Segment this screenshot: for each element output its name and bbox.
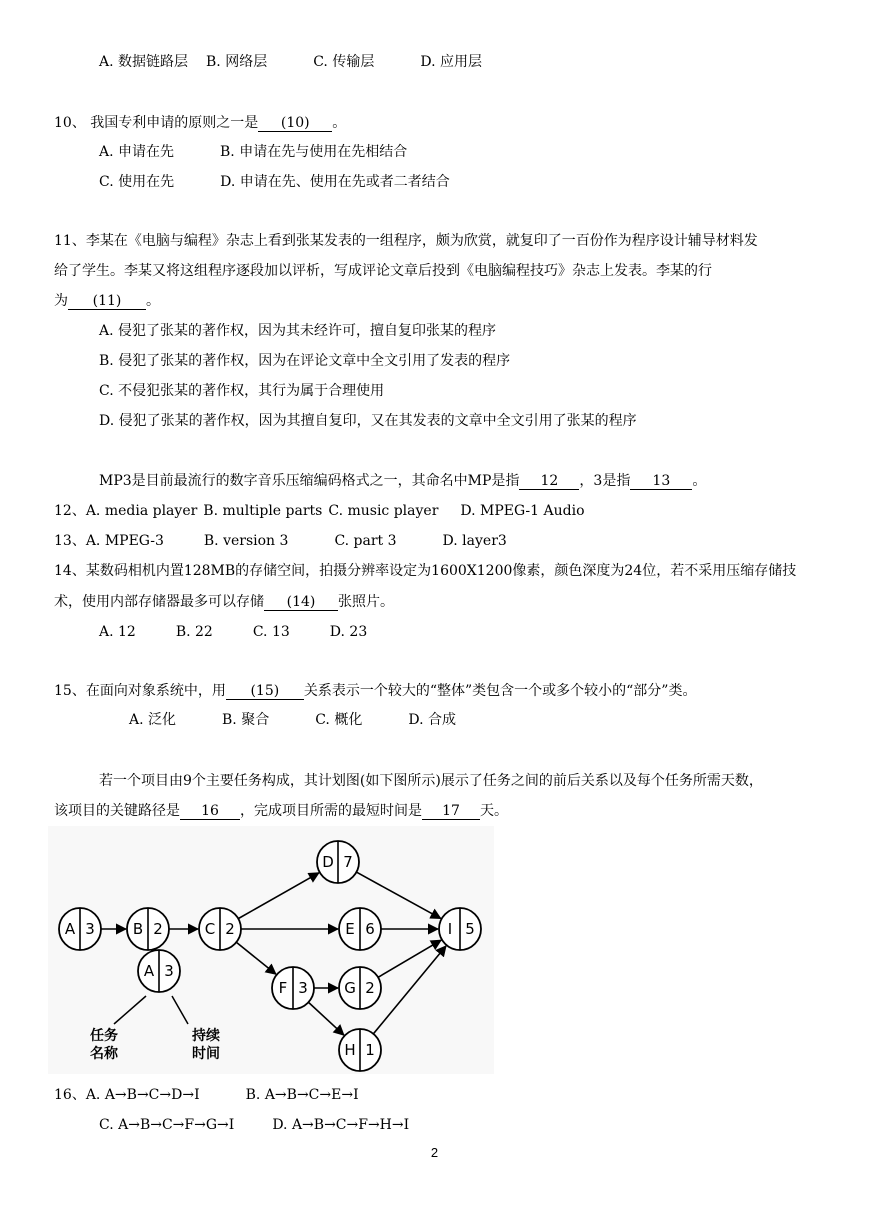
q10-option-d: D. 申请在先、使用在先或者二者结合 xyxy=(220,174,450,190)
q9-option-a: A. 数据链路层 xyxy=(99,54,189,70)
q14-option-d: D. 23 xyxy=(329,624,368,640)
q14-stem-line1: 14、某数码相机内置128MB的存储空间，拍摄分辨率设定为1600X1200像素，颜色深度为24位，若不采用压缩存储技 xyxy=(54,563,797,579)
project-network-diagram xyxy=(48,826,494,1074)
node-e xyxy=(339,908,381,950)
q10-blank: (10) xyxy=(258,116,332,132)
project-stem-line1: 若一个项目由9个主要任务构成，其计划图(如下图所示)展示了任务之间的前后关系以及每个任务所需天数， xyxy=(99,773,763,789)
q10-option-c: C. 使用在先 xyxy=(99,174,175,190)
project-stem-end: 天。 xyxy=(480,803,508,819)
node-c-task-name: C xyxy=(204,920,216,938)
node-i-task-name: I xyxy=(447,920,453,938)
q15-option-c: C. 概化 xyxy=(315,712,363,728)
q15-option-a: A. 泛化 xyxy=(129,712,177,728)
q15-option-b: B. 聚合 xyxy=(222,712,270,728)
node-f-task-name: F xyxy=(278,979,288,997)
q15-stem-end: 关系表示一个较大的“整体”类包含一个或多个较小的“部分”类。 xyxy=(303,683,697,699)
legend-label-duration-line1: 持续 xyxy=(192,1028,220,1044)
q14-stem-text: 术，使用内部存储器最多可以存储 xyxy=(54,594,264,610)
node-f-duration: 3 xyxy=(298,979,308,997)
node-g-duration: 2 xyxy=(365,979,375,997)
q15-options xyxy=(129,711,456,729)
node-b-task-name: B xyxy=(132,920,144,938)
mp3-stem-mid: ，3是指 xyxy=(579,473,631,489)
node-b xyxy=(127,908,169,950)
q16-option-b: B. A→B→C→E→I xyxy=(245,1087,359,1103)
mp3-stem-end: 。 xyxy=(692,473,707,489)
q15-stem xyxy=(54,682,696,700)
q14-option-a: A. 12 xyxy=(99,624,136,640)
q13-blank: 13 xyxy=(630,474,692,490)
node-h-duration: 1 xyxy=(365,1041,375,1059)
q15-stem-text: 15、在面向对象系统中，用 xyxy=(54,683,226,699)
q10-option-b: B. 申请在先与使用在先相结合 xyxy=(220,144,408,160)
mp3-stem-text: MP3是目前最流行的数字音乐压缩编码格式之一，其命名中MP是指 xyxy=(99,473,520,489)
q11-blank: (11) xyxy=(68,294,146,310)
q11-stem-line1: 11、李某在《电脑与编程》杂志上看到张某发表的一组程序，颇为欣赏，就复印了一百份作为程序设计辅导材料发 xyxy=(54,233,758,249)
node-a xyxy=(59,908,101,950)
q9-option-d: D. 应用层 xyxy=(420,54,482,70)
legend-label-duration-line2: 时间 xyxy=(192,1046,220,1062)
node-i xyxy=(439,908,481,950)
q11-option-c: C. 不侵犯张某的著作权，其行为属于合理使用 xyxy=(99,383,385,399)
q11-stem-line2: 给了学生。李某又将这组程序逐段加以评析，写成评论文章后投到《电脑编程技巧》杂志上发表。李某的行 xyxy=(54,263,712,279)
node-f xyxy=(272,967,314,1009)
q14-options xyxy=(99,623,367,641)
node-e-task-name: E xyxy=(345,920,355,938)
mp3-stem xyxy=(99,472,706,490)
node-d xyxy=(317,841,359,883)
q12-option-c: C. music player xyxy=(328,503,439,519)
node-d-task-name: D xyxy=(322,853,334,871)
q11-stem-line3-text: 为 xyxy=(54,293,68,309)
page-number: 2 xyxy=(430,1145,439,1160)
q14-option-b: B. 22 xyxy=(175,624,213,640)
q9-option-c: C. 传输层 xyxy=(313,54,375,70)
legend-label-task-line1: 任务 xyxy=(90,1028,118,1044)
q9-option-b: B. 网络层 xyxy=(206,54,268,70)
q16-option-c: C. A→B→C→F→G→I xyxy=(99,1117,235,1133)
node-g-task-name: G xyxy=(344,979,356,997)
q12-blank: 12 xyxy=(519,474,579,490)
q16-blank: 16 xyxy=(180,804,240,820)
project-stem-line2 xyxy=(54,802,508,820)
node-g xyxy=(339,967,381,1009)
q16-option-d: D. A→B→C→F→H→I xyxy=(272,1117,410,1133)
q14-blank: (14) xyxy=(264,595,338,611)
q17-blank: 17 xyxy=(422,804,480,820)
q10-stem-end: 。 xyxy=(332,115,347,131)
q16-options-row2 xyxy=(99,1116,409,1134)
node-h xyxy=(339,1029,381,1071)
node-e-duration: 6 xyxy=(365,920,375,938)
q14-stem-end: 张照片。 xyxy=(338,594,394,610)
q12-option-d: D. MPEG-1 Audio xyxy=(460,503,585,519)
node-a-duration: 3 xyxy=(85,920,95,938)
q16-option-a: 16、A. A→B→C→D→I xyxy=(54,1087,200,1103)
q11-stem-end: 。 xyxy=(146,293,160,309)
project-stem-mid: ，完成项目所需的最短时间是 xyxy=(240,803,422,819)
q12-options xyxy=(54,502,585,520)
q13-options xyxy=(54,532,507,550)
node-c-duration: 2 xyxy=(225,920,235,938)
q13-option-d: D. layer3 xyxy=(442,533,507,549)
q13-option-c: C. part 3 xyxy=(334,533,397,549)
q10-options-row2 xyxy=(99,173,450,191)
node-b-duration: 2 xyxy=(153,920,163,938)
legend-node-task-name: A xyxy=(143,962,155,980)
node-c xyxy=(199,908,241,950)
project-stem-text: 该项目的关键路径是 xyxy=(54,803,180,819)
q11-option-a: A. 侵犯了张某的著作权，因为其未经许可，擅自复印张某的程序 xyxy=(99,323,497,339)
q10-option-a: A. 申请在先 xyxy=(99,144,175,160)
q14-option-c: C. 13 xyxy=(252,624,290,640)
q10-stem xyxy=(54,114,346,132)
q11-stem-line3 xyxy=(54,292,160,310)
q12-option-b: B. multiple parts xyxy=(203,503,323,519)
q10-options-row1 xyxy=(99,143,407,161)
q11-option-d: D. 侵犯了张某的著作权，因为其擅自复印，又在其发表的文章中全文引用了张某的程序 xyxy=(99,413,637,429)
q13-option-a: 13、A. MPEG-3 xyxy=(54,533,164,549)
legend-label-task-line2: 名称 xyxy=(90,1046,118,1062)
node-d-duration: 7 xyxy=(343,853,353,871)
q10-stem-text: 10、 我国专利申请的原则之一是 xyxy=(54,115,259,131)
node-a-task-name: A xyxy=(64,920,76,938)
node-i-duration: 5 xyxy=(465,920,475,938)
q15-option-d: D. 合成 xyxy=(408,712,456,728)
legend-node xyxy=(138,950,180,992)
q13-option-b: B. version 3 xyxy=(203,533,289,549)
q16-options-row1 xyxy=(54,1086,359,1104)
legend-node-duration: 3 xyxy=(164,962,174,980)
q9-options xyxy=(99,53,482,71)
q12-option-a: 12、A. media player xyxy=(54,503,198,519)
q11-option-b: B. 侵犯了张某的著作权，因为在评论文章中全文引用了发表的程序 xyxy=(99,353,511,369)
q15-blank: (15) xyxy=(226,684,304,700)
q14-stem-line2 xyxy=(54,593,394,611)
node-h-task-name: H xyxy=(344,1041,356,1059)
